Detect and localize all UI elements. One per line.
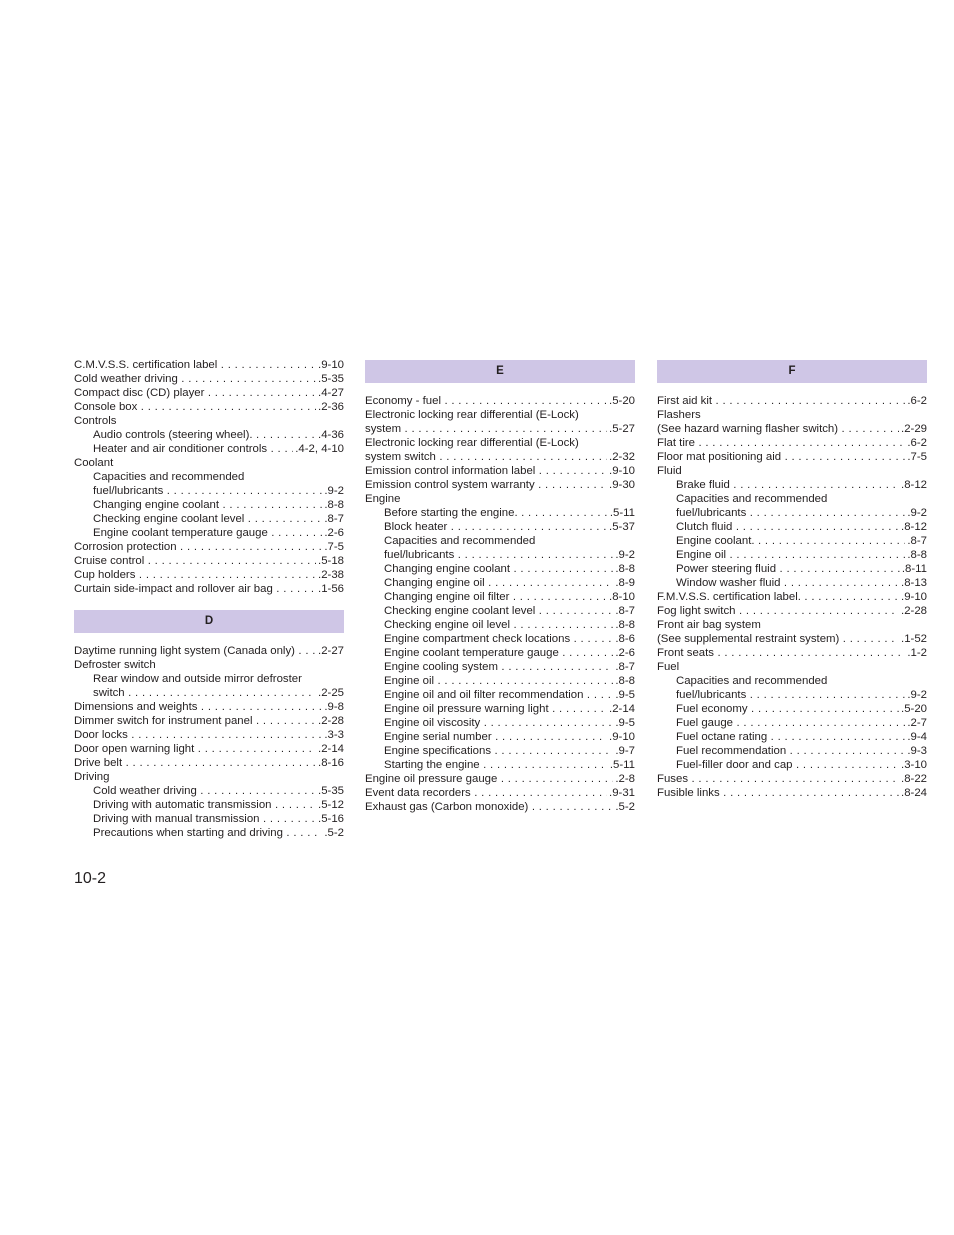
index-entry — [657, 730, 927, 744]
index-entry-page[interactable]: .5-16 — [318, 813, 344, 825]
index-entry — [365, 562, 635, 576]
index-entry-page[interactable]: .2-6 — [615, 647, 635, 659]
index-entry-text: Fog light switch — [657, 605, 736, 617]
index-entry-page[interactable]: .9-3 — [907, 745, 927, 757]
index-entry — [657, 618, 927, 632]
index-entry-text: Clutch fluid — [676, 521, 733, 533]
index-entry-page[interactable]: .7-5 — [907, 451, 927, 463]
index-entry-text: Audio controls (steering wheel). — [93, 429, 253, 441]
index-entry — [657, 772, 927, 786]
index-entry-page[interactable]: .4-2, 4-10 — [295, 443, 344, 455]
index-entry-text: system — [365, 423, 402, 435]
index-entry-text: Electronic locking rear differential (E-Lock) — [365, 409, 579, 421]
index-entry-page[interactable]: .3-3 — [324, 729, 344, 741]
index-entry — [365, 478, 635, 492]
index-entry — [365, 450, 635, 464]
index-entry-text: Daytime running light system (Canada only) — [74, 645, 295, 657]
index-entry-page[interactable]: .8-8 — [615, 563, 635, 575]
index-entry-page[interactable]: .5-2 — [324, 827, 344, 839]
index-entry — [74, 526, 344, 540]
index-entry-page[interactable]: .2-25 — [318, 687, 344, 699]
index-entry-page[interactable]: .4-36 — [318, 429, 344, 441]
index-entry-page[interactable]: .5-11 — [609, 759, 635, 771]
index-entry-page[interactable]: .5-37 — [609, 521, 635, 533]
index-entry-text: Cold weather driving — [93, 785, 197, 797]
index-entry-text: Compact disc (CD) player — [74, 387, 205, 399]
index-entry-text: Window washer fluid — [676, 577, 781, 589]
index-entry — [657, 660, 927, 674]
index-entry — [74, 372, 344, 386]
index-entry-page[interactable]: .9-2 — [907, 689, 927, 701]
index-entry-text: Rear window and outside mirror defroster — [93, 673, 302, 685]
index-entry — [74, 428, 344, 442]
index-entry — [74, 728, 344, 742]
index-entry-page[interactable]: .5-11 — [609, 507, 635, 519]
header-spacer — [74, 633, 344, 644]
index-entry-page[interactable]: .8-12 — [901, 521, 927, 533]
index-entry — [657, 576, 927, 590]
header-spacer — [657, 383, 927, 394]
index-entry — [74, 658, 344, 672]
index-entry-page[interactable]: .2-27 — [318, 645, 344, 657]
index-entry — [74, 554, 344, 568]
index-entry-text: Fusible links — [657, 787, 720, 799]
index-entry-text: Floor mat positioning aid — [657, 451, 782, 463]
index-entry-text: Changing engine oil filter — [384, 591, 510, 603]
index-entry — [74, 484, 344, 498]
index-entry-page[interactable]: .2-36 — [318, 401, 344, 413]
index-entry — [74, 686, 344, 700]
index-entry-page[interactable]: .8-10 — [609, 591, 635, 603]
index-entry-text: Power steering fluid — [676, 563, 777, 575]
index-entry-page[interactable]: .6-2 — [907, 437, 927, 449]
index-entry-page[interactable]: .1-2 — [907, 647, 927, 659]
index-entry — [74, 582, 344, 596]
index-entry-text: Fuel economy — [676, 703, 748, 715]
index-entry — [657, 674, 927, 688]
index-entry — [657, 562, 927, 576]
index-entry-text: Engine coolant temperature gauge — [384, 647, 559, 659]
index-entry — [657, 450, 927, 464]
index-entry-text: Cruise control — [74, 555, 145, 567]
index-entry-text: Engine coolant. — [676, 535, 755, 547]
index-entry — [365, 646, 635, 660]
index-entry — [365, 576, 635, 590]
index-entry-text: fuel/lubricants — [384, 549, 455, 561]
index-entry-page[interactable]: .2-29 — [901, 423, 927, 435]
index-entry-page[interactable]: .5-20 — [609, 395, 635, 407]
index-entry-page[interactable]: .2-6 — [324, 527, 344, 539]
index-entry — [365, 758, 635, 772]
index-entry-text: Engine oil — [676, 549, 727, 561]
index-entry — [74, 442, 344, 456]
index-entry-text: Changing engine coolant — [384, 563, 511, 575]
index-column-1 — [74, 358, 344, 840]
index-entry-page[interactable]: .9-5 — [615, 717, 635, 729]
index-entry — [365, 702, 635, 716]
index-entry-page[interactable]: .4-27 — [318, 387, 344, 399]
index-entry-page[interactable]: .8-22 — [901, 773, 927, 785]
index-entry — [365, 730, 635, 744]
index-entry-text: Engine oil and oil filter recommendation — [384, 689, 584, 701]
index-entry-text: Changing engine coolant — [93, 499, 220, 511]
index-entry-page[interactable]: .3-10 — [901, 759, 927, 771]
index-entry-text: Exhaust gas (Carbon monoxide) — [365, 801, 529, 813]
index-entry-page[interactable]: .9-8 — [324, 701, 344, 713]
index-entry-text: Driving with automatic transmission — [93, 799, 272, 811]
index-entry-text: Cup holders — [74, 569, 136, 581]
index-entry — [657, 534, 927, 548]
index-entry-page[interactable]: .5-2 — [615, 801, 635, 813]
index-entry — [365, 506, 635, 520]
index-entry-page[interactable]: .6-2 — [907, 395, 927, 407]
index-entry-text: Electronic locking rear differential (E-Lock) — [365, 437, 579, 449]
index-entry — [365, 492, 635, 506]
index-entry-page[interactable]: .2-28 — [901, 605, 927, 617]
index-entry-text: Checking engine oil level — [384, 619, 511, 631]
index-entry — [74, 400, 344, 414]
index-entry — [365, 786, 635, 800]
index-entry — [365, 590, 635, 604]
index-entry — [74, 512, 344, 526]
index-entry-text: system switch — [365, 451, 436, 463]
index-entry — [657, 604, 927, 618]
index-entry-page[interactable]: .2-14 — [318, 743, 344, 755]
index-entry-page[interactable]: .8-8 — [615, 675, 635, 687]
index-entry-page[interactable]: .8-9 — [615, 577, 635, 589]
index-entry-text: Dimmer switch for instrument panel — [74, 715, 253, 727]
index-entry — [657, 590, 927, 604]
index-entry-page[interactable]: .8-16 — [318, 757, 344, 769]
index-entry-text: Front seats — [657, 647, 714, 659]
index-entry-text: Changing engine oil — [384, 577, 485, 589]
index-entry-text: Engine oil viscosity — [384, 717, 481, 729]
index-entry — [365, 436, 635, 450]
index-entry-text: Door open warning light — [74, 743, 195, 755]
index-entry-page[interactable]: .2-28 — [318, 715, 344, 727]
index-entry-text: Engine oil — [384, 675, 435, 687]
index-entry-text: Engine — [365, 493, 401, 505]
index-entry-text: Fluid — [657, 465, 682, 477]
index-entry-text: Heater and air conditioner controls — [93, 443, 268, 455]
index-entry — [657, 394, 927, 408]
index-entry-text: Drive belt — [74, 757, 123, 769]
index-entry-text: Flashers — [657, 409, 701, 421]
index-entry-page[interactable]: .1-56 — [318, 583, 344, 595]
index-entry-text: Corrosion protection — [74, 541, 177, 553]
index-entry-text: Engine oil pressure gauge — [365, 773, 498, 785]
index-entry-text: Fuel octane rating — [676, 731, 768, 743]
index-entry-page[interactable]: .9-7 — [615, 745, 635, 757]
index-entry-text: First aid kit — [657, 395, 713, 407]
index-entry-text: Engine serial number — [384, 731, 492, 743]
index-entry-text: Cold weather driving — [74, 373, 178, 385]
index-entry — [74, 568, 344, 582]
index-entry-page[interactable]: .5-20 — [901, 703, 927, 715]
index-entry-text: Starting the engine — [384, 759, 480, 771]
index-entry-text: Fuel-filler door and cap — [676, 759, 793, 771]
index-entry-page[interactable]: .2-7 — [907, 717, 927, 729]
index-entry-page[interactable]: .9-2 — [907, 507, 927, 519]
page-number: 10-2 — [74, 870, 107, 887]
index-entry-text: Economy - fuel — [365, 395, 441, 407]
index-entry — [657, 786, 927, 800]
section-header: D — [74, 610, 344, 633]
index-entry — [74, 644, 344, 658]
index-entry-text: Flat tire — [657, 437, 695, 449]
index-entry-text: Fuses — [657, 773, 689, 785]
index-entry-text: C.M.V.S.S. certification label — [74, 359, 218, 371]
index-entry — [365, 674, 635, 688]
index-entry-text: switch — [93, 687, 125, 699]
index-entry-page[interactable]: .9-10 — [318, 359, 344, 371]
index-entry — [657, 632, 927, 646]
index-entry — [365, 660, 635, 674]
index-entry — [657, 492, 927, 506]
index-entry-text: Coolant — [74, 457, 114, 469]
index-entry-page[interactable]: .2-32 — [609, 451, 635, 463]
index-entry-page[interactable]: .9-10 — [901, 591, 927, 603]
index-entry — [657, 646, 927, 660]
index-entry — [365, 408, 635, 422]
index-entry — [74, 498, 344, 512]
index-entry — [74, 700, 344, 714]
index-entry-text: Checking engine coolant level — [384, 605, 536, 617]
index-entry — [365, 604, 635, 618]
index-entry — [74, 756, 344, 770]
index-entry — [365, 772, 635, 786]
index-entry-page[interactable]: .9-10 — [609, 731, 635, 743]
index-entry-text: Capacities and recommended — [384, 535, 536, 547]
index-entry-text: Driving with manual transmission — [93, 813, 260, 825]
index-entry-page[interactable]: .8-7 — [324, 513, 344, 525]
index-entry — [657, 688, 927, 702]
index-entry — [657, 422, 927, 436]
index-entry-text: Engine cooling system — [384, 661, 498, 673]
index-entry-text: Engine coolant temperature gauge — [93, 527, 268, 539]
index-entry-text: Door locks — [74, 729, 128, 741]
index-entry-text: Fuel recommendation — [676, 745, 787, 757]
index-entry-page[interactable]: .8-6 — [615, 633, 635, 645]
index-entry — [657, 548, 927, 562]
index-entry — [74, 386, 344, 400]
index-entry-page[interactable]: .8-7 — [907, 535, 927, 547]
section-header: F — [657, 360, 927, 383]
index-entry-page[interactable]: .5-35 — [318, 785, 344, 797]
index-entry-text: (See hazard warning flasher switch) — [657, 423, 839, 435]
index-entry-page[interactable]: .9-2 — [615, 549, 635, 561]
index-entry-page[interactable]: .5-18 — [318, 555, 344, 567]
index-entry — [365, 520, 635, 534]
index-entry-text: Front air bag system — [657, 619, 761, 631]
index-entry — [657, 478, 927, 492]
index-entry-text: Precautions when starting and driving — [93, 827, 283, 839]
index-entry-text: (See supplemental restraint system) — [657, 633, 840, 645]
index-entry-page[interactable]: .8-7 — [615, 605, 635, 617]
index-entry-page[interactable]: .5-12 — [318, 799, 344, 811]
index-entry-page[interactable]: .8-11 — [901, 563, 927, 575]
index-entry — [657, 506, 927, 520]
index-entry-text: Capacities and recommended — [93, 471, 245, 483]
index-entry-text: Capacities and recommended — [676, 493, 828, 505]
index-entry — [657, 520, 927, 534]
index-entry-text: Controls — [74, 415, 117, 427]
section-header: E — [365, 360, 635, 383]
index-entry — [74, 414, 344, 428]
index-entry-page[interactable]: .8-8 — [324, 499, 344, 511]
index-entry — [74, 798, 344, 812]
index-entry — [365, 534, 635, 548]
index-entry — [657, 702, 927, 716]
index-entry-page[interactable]: .8-12 — [901, 479, 927, 491]
index-entry — [74, 540, 344, 554]
index-entry-page[interactable]: .9-2 — [324, 485, 344, 497]
index-entry-text: Fuel gauge — [676, 717, 733, 729]
index-entry — [365, 632, 635, 646]
index-entry — [365, 464, 635, 478]
index-entry — [365, 394, 635, 408]
index-entry-page[interactable]: .8-24 — [901, 787, 927, 799]
index-entry-text: Driving — [74, 771, 110, 783]
index-entry-text: F.M.V.S.S. certification label. — [657, 591, 801, 603]
index-entry-page[interactable]: .2-8 — [615, 773, 635, 785]
index-entry-page[interactable]: .1-52 — [901, 633, 927, 645]
index-column-3 — [657, 360, 927, 800]
index-entry — [74, 784, 344, 798]
index-entry-page[interactable]: .9-5 — [615, 689, 635, 701]
index-entry-text: Defroster switch — [74, 659, 156, 671]
index-entry-page[interactable]: .8-7 — [615, 661, 635, 673]
index-entry-text: Fuel — [657, 661, 680, 673]
index-entry-text: Engine compartment check locations — [384, 633, 571, 645]
index-entry — [365, 422, 635, 436]
index-entry-text: Curtain side-impact and rollover air bag — [74, 583, 273, 595]
index-entry-page[interactable]: .9-30 — [609, 479, 635, 491]
index-entry — [365, 548, 635, 562]
index-entry-text: Dimensions and weights — [74, 701, 198, 713]
index-entry — [74, 456, 344, 470]
index-entry-page[interactable]: .2-14 — [609, 703, 635, 715]
index-entry — [657, 408, 927, 422]
index-entry-page[interactable]: .9-4 — [907, 731, 927, 743]
index-entry-page[interactable]: .8-13 — [901, 577, 927, 589]
index-entry-page[interactable]: .8-8 — [907, 549, 927, 561]
index-entry — [74, 770, 344, 784]
index-entry-text: Engine oil pressure warning light — [384, 703, 549, 715]
index-entry-page[interactable]: .9-31 — [609, 787, 635, 799]
index-entry — [74, 826, 344, 840]
index-entry-text: Console box — [74, 401, 138, 413]
index-entry — [657, 464, 927, 478]
index-entry — [657, 436, 927, 450]
index-entry — [365, 688, 635, 702]
index-entry-text: Before starting the engine. — [384, 507, 518, 519]
index-entry — [74, 742, 344, 756]
index-entry-text: Checking engine coolant level — [93, 513, 245, 525]
index-entry-page[interactable]: .7-5 — [324, 541, 344, 553]
index-entry — [74, 812, 344, 826]
index-entry-page[interactable]: .9-10 — [609, 465, 635, 477]
index-entry-text: Engine specifications — [384, 745, 492, 757]
index-entry-text: fuel/lubricants — [676, 507, 747, 519]
section-spacer — [74, 596, 344, 610]
index-entry — [365, 716, 635, 730]
index-entry-page[interactable]: .5-27 — [609, 423, 635, 435]
index-column-2 — [365, 360, 635, 814]
index-entry-text: Capacities and recommended — [676, 675, 828, 687]
index-entry-text: Emission control system warranty — [365, 479, 535, 491]
index-entry-page[interactable]: .8-8 — [615, 619, 635, 631]
index-entry — [74, 358, 344, 372]
index-entry-page[interactable]: .5-35 — [318, 373, 344, 385]
index-entry — [74, 714, 344, 728]
index-entry — [74, 470, 344, 484]
index-entry — [365, 618, 635, 632]
index-entry — [657, 744, 927, 758]
index-entry — [657, 716, 927, 730]
index-entry-text: Emission control information label — [365, 465, 536, 477]
index-entry — [365, 744, 635, 758]
index-entry-text: Block heater — [384, 521, 448, 533]
index-entry-text: Event data recorders — [365, 787, 471, 799]
index-entry — [74, 672, 344, 686]
index-entry-text: fuel/lubricants — [93, 485, 164, 497]
index-entry-text: fuel/lubricants — [676, 689, 747, 701]
header-spacer — [365, 383, 635, 394]
index-entry-text: Brake fluid — [676, 479, 730, 491]
index-entry — [365, 800, 635, 814]
index-entry — [657, 758, 927, 772]
index-entry-page[interactable]: .2-38 — [318, 569, 344, 581]
